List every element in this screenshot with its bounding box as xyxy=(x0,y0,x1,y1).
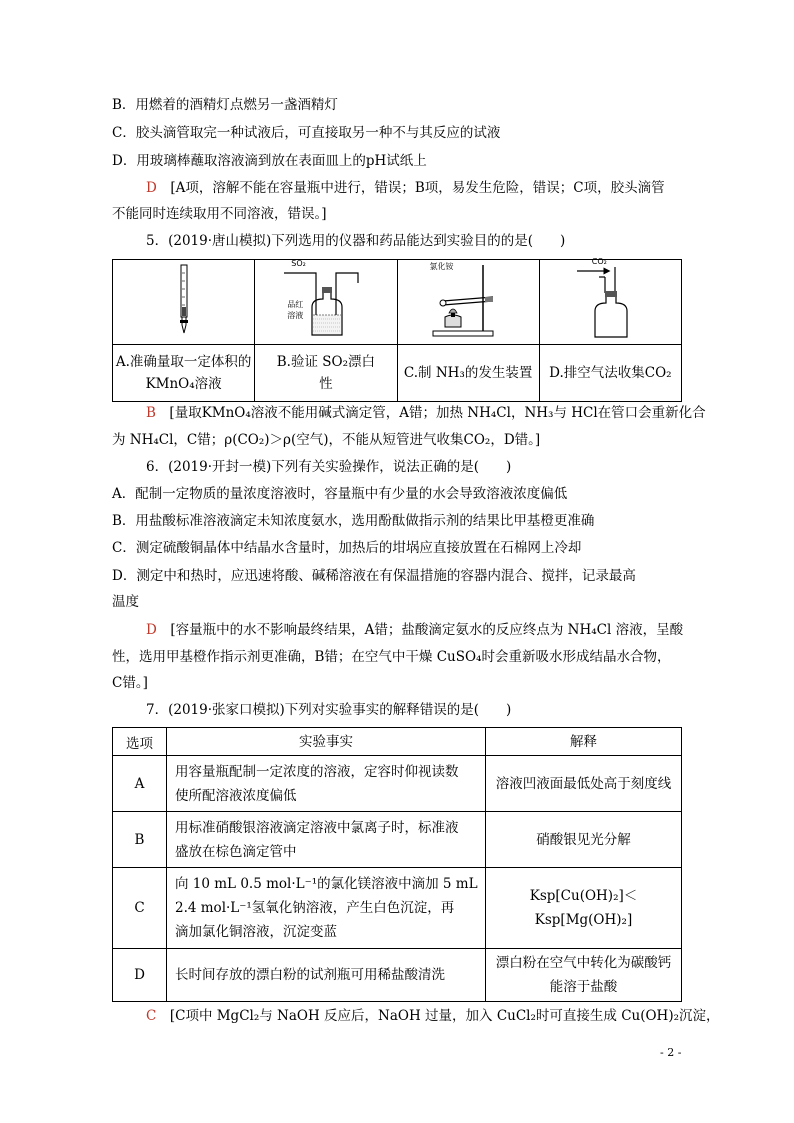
q6-stem: 6．(2019·开封一模)下列有关实验操作，说法正确的是( ) xyxy=(146,459,512,475)
q6-option-d-line2: 温度 xyxy=(112,594,139,610)
q5-answer-letter: B xyxy=(146,405,156,421)
table-row: D 长时间存放的漂白粉的试剂瓶可用稀盐酸清洗 漂白粉在空气中转化为碳酸钙 能溶于盐酸 xyxy=(113,949,682,1002)
q6-answer xyxy=(146,620,716,640)
burette-icon xyxy=(174,263,194,337)
q5-caption-b: B.验证 SO₂漂白 性 xyxy=(255,345,397,402)
label-co2: CO₂ xyxy=(591,257,607,266)
q7-answer-line1: [C项中 MgCl₂与 NaOH 反应后，NaOH 过量，加入 CuCl₂时可直接生成 Cu(OH)₂沉淀， xyxy=(169,1008,720,1024)
q7-header-fact: 实验事实 xyxy=(167,728,486,756)
q6-option-c: C．测定硫酸铜晶体中结晶水含量时，加热后的坩埚应直接放置在石棉网上冷却 xyxy=(112,540,582,556)
q5-caption-d: D.排空气法收集CO₂ xyxy=(539,345,681,402)
q5-cell-burette xyxy=(113,260,255,345)
label-nh4cl: 氯化铵 xyxy=(429,262,454,271)
q5-answer-line1: [量取KMnO₄溶液不能用碱式滴定管，A错；加热 NH₄Cl，NH₃与 HCl在管口会重新化合 xyxy=(169,405,706,421)
q5-cell-so2-bottle xyxy=(255,260,397,345)
q5-apparatus-table xyxy=(112,259,682,402)
q5-answer xyxy=(146,403,716,423)
q4-answer xyxy=(146,178,716,198)
q6-answer-line3: C错。] xyxy=(112,675,148,691)
q4-answer-letter: D xyxy=(146,180,157,196)
q7-header-option: 选项 xyxy=(113,728,167,756)
q6-option-a: A．配制一定物质的量浓度溶液时，容量瓶中有少量的水会导致溶液浓度偏低 xyxy=(112,486,568,502)
q5-cell-nh3-apparatus xyxy=(397,260,539,345)
q7-table xyxy=(112,727,682,1002)
q7-answer-letter: C xyxy=(146,1008,157,1024)
q7-stem: 7．(2019·张家口模拟)下列对实验事实的解释错误的是( ) xyxy=(146,702,512,718)
q5-answer-line2: 为 NH₄Cl，C错；ρ(CO₂)＞ρ(空气)，不能从短管进气收集CO₂，D错。] xyxy=(112,432,541,448)
q5-caption-c: C.制 NH₃的发生装置 xyxy=(397,345,539,402)
q6-option-d-line1: D．测定中和热时，应迅速将酸、碱稀溶液在有保温措施的容器内混合、搅拌，记录最高 xyxy=(112,568,636,584)
page-number: - 2 - xyxy=(660,1046,682,1059)
q4-option-d: D．用玻璃棒蘸取溶液滴到放在表面皿上的pH试纸上 xyxy=(112,153,427,169)
gas-washing-bottle-icon xyxy=(266,261,386,339)
q6-answer-line2: 性，选用甲基橙作指示剂更准确，B错；在空气中干燥 CuSO₄时会重新吸水形成结晶水合物， xyxy=(112,649,671,665)
label-so2: SO₂ xyxy=(291,259,306,268)
q5-stem: 5．(2019·唐山模拟)下列选用的仪器和药品能达到实验目的的是( ) xyxy=(146,233,566,249)
q4-option-c: C．胶头滴管取完一种试液后，可直接取另一种不与其反应的试液 xyxy=(112,125,501,141)
table-row: C 向 10 mL 0.5 mol·L⁻¹的氯化镁溶液中滴加 5 mL 2.4 mol·L⁻¹氢氧化钠溶液，产生白色沉淀，再 滴加氯化铜溶液，沉淀变蓝 Ksp[Cu(OH)₂]＜Ksp[Mg(OH)₂] xyxy=(113,868,682,949)
q5-cell-co2-bottle xyxy=(539,257,681,345)
q7-header-explanation: 解释 xyxy=(486,728,682,756)
q7-answer xyxy=(146,1006,720,1026)
heating-apparatus-icon xyxy=(413,261,523,339)
q6-option-b: B．用盐酸标准溶液滴定未知浓度氨水，选用酚酞做指示剂的结果比甲基橙更准确 xyxy=(112,513,595,529)
q4-answer-line1: [A项，溶解不能在容量瓶中进行，错误；B项，易发生危险，错误；C项，胶头滴管 xyxy=(170,180,665,196)
table-row: B 用标准硝酸银溶液滴定溶液中氯离子时，标准液 盛放在棕色滴定管中 硝酸银见光分解 xyxy=(113,812,682,868)
label-pinhong1: 品红 xyxy=(287,300,304,309)
table-row: A 用容量瓶配制一定浓度的溶液，定容时仰视读数 使所配溶液浓度偏低 溶液凹液面最低处高于刻度线 xyxy=(113,756,682,812)
gas-collection-bottle-icon xyxy=(555,261,665,339)
q4-answer-line2: 不能同时连续取用不同溶液，错误。] xyxy=(112,206,327,222)
q6-answer-line1: [容量瓶中的水不影响最终结果，A错；盐酸滴定氨水的反应终点为 NH₄Cl 溶液，呈酸 xyxy=(170,622,684,638)
q6-answer-letter: D xyxy=(146,622,157,638)
q5-caption-a: A.准确量取一定体积的 KMnO₄溶液 xyxy=(113,345,255,402)
q4-option-b: B．用燃着的酒精灯点燃另一盏酒精灯 xyxy=(112,97,338,113)
label-pinhong2: 溶液 xyxy=(287,311,304,320)
